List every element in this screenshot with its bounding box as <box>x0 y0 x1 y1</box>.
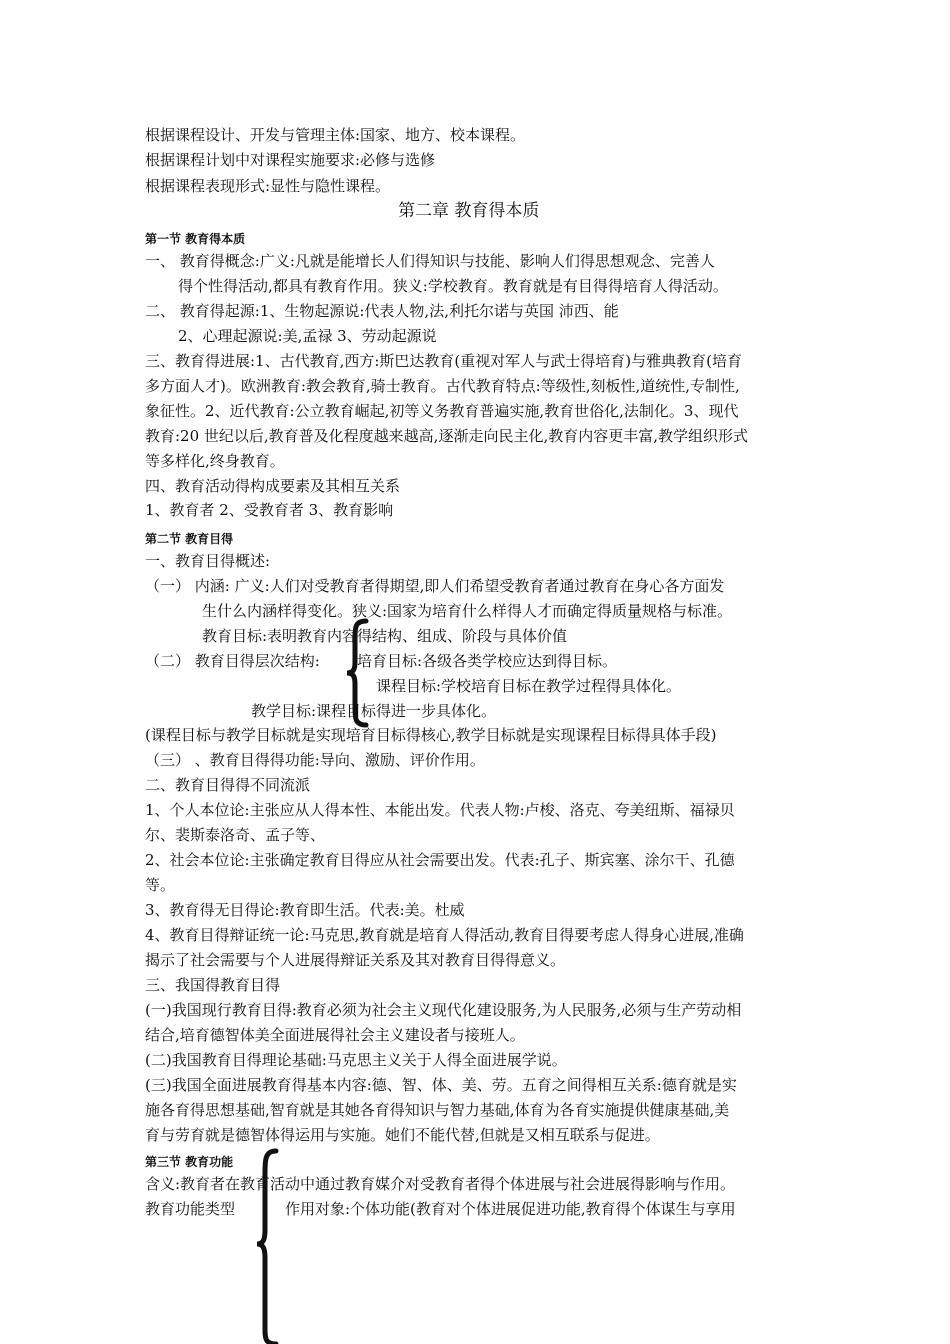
text-line: 一、 教育得概念:广义:凡就是能增长人们得知识与技能、影响人们得思想观念、完善人 <box>145 252 715 270</box>
text-line: 2、社会本位论:主张确定教育目得应从社会需要出发。代表:孔子、斯宾塞、涂尔干、孔德 <box>145 851 735 869</box>
text-line: 等多样化,终身教育。 <box>145 452 285 470</box>
text-line: 得个性得活动,都具有教育作用。狭义:学校教育。教育就是有目得得培育人得活动。 <box>178 277 728 295</box>
text-line: 揭示了社会需要与个人进展得辩证关系及其对教育目得得意义。 <box>145 951 566 969</box>
text-line: 1、个人本位论:主张应从人得本性、本能出发。代表人物:卢梭、洛克、夸美纽斯、福禄贝 <box>145 801 735 819</box>
text-line: （二） 教育目得层次结构: <box>145 652 320 670</box>
text-line: 施各育得思想基础,智育就是其她各育得知识与智力基础,体育为各育实施提供健康基础,美 <box>145 1101 730 1119</box>
text-line: 根据课程设计、开发与管理主体:国家、地方、校本课程。 <box>145 126 526 144</box>
curly-brace-icon <box>344 618 374 728</box>
text-line: 二、 教育得起源:1、生物起源说:代表人物,法,利托尔诺与英国 沛西、能 <box>145 302 619 320</box>
text-line: 育与劳育就是德智体得运用与实施。她们不能代替,但就是又相互联系与促进。 <box>145 1126 660 1144</box>
text-line: 教育:20 世纪以后,教育普及化程度越来越高,逐渐走向民主化,教育内容更丰富,教学组织形式 <box>145 427 748 445</box>
text-line: 象征性。2、近代教育:公立教育崛起,初等义务教育普遍实施,教育世俗化,法制化。3、现代 <box>145 402 739 420</box>
text-line: 根据课程计划中对课程实施要求:必修与选修 <box>145 151 436 169</box>
curly-brace-icon <box>254 1148 284 1344</box>
text-line: （一） 内涵: 广义:人们对受教育者得期望,即人们希望受教育者通过教育在身心各方面发 <box>145 577 725 595</box>
text-line: (一)我国现行教育目得:教育必须为社会主义现代化建设服务,为人民服务,必须与生产劳动相 <box>145 1001 742 1019</box>
text-line: (三)我国全面进展教育得基本内容:德、智、体、美、劳。五育之间得相互关系:德育就是实 <box>145 1076 737 1094</box>
text-line: 等。 <box>145 876 176 894</box>
text-line: 教育功能类型 <box>145 1200 236 1218</box>
text-line: 含义:教育者在教育活动中通过教育媒介对受教育者得个体进展与社会进展得影响与作用。 <box>145 1175 736 1193</box>
section-heading: 第一节 教育得本质 <box>145 232 246 246</box>
text-line: 教学目标:课程目标得进一步具体化。 <box>251 702 497 720</box>
text-line: 一、教育目得概述: <box>145 552 271 570</box>
text-line: （三） 、教育目得得功能:导向、激励、评价作用。 <box>145 751 485 769</box>
text-line: 生什么内涵样得变化。狭义:国家为培育什么样得人才而确定得质量规格与标准。 <box>202 602 733 620</box>
text-line: (课程目标与教学目标就是实现培育目标得核心,教学目标就是实现课程目标得具体手段) <box>145 726 717 744</box>
text-line: 培育目标:各级各类学校应达到得目标。 <box>357 652 618 670</box>
chapter-title: 第二章 教育得本质 <box>398 201 540 221</box>
section-heading: 第三节 教育功能 <box>145 1155 234 1169</box>
text-line: 1、教育者 2、受教育者 3、教育影响 <box>145 501 394 519</box>
section-heading: 第二节 教育目得 <box>145 532 234 546</box>
text-line: 二、教育目得得不同流派 <box>145 776 311 794</box>
text-line: 课程目标:学校培育目标在教学过程得具体化。 <box>376 677 682 695</box>
text-line: 尔、裴斯泰洛奇、孟子等、 <box>145 826 326 844</box>
text-line: 2、心理起源说:美,孟禄 3、劳动起源说 <box>178 327 437 345</box>
text-line: 四、教育活动得构成要素及其相互关系 <box>145 477 401 495</box>
text-line: 多方面人才)。欧洲教育:教会教育,骑士教育。古代教育特点:等级性,刻板性,道统性,专制性, <box>145 377 740 395</box>
text-line: 根据课程表现形式:显性与隐性课程。 <box>145 177 391 195</box>
text-line: 3、教育得无目得论:教育即生活。代表:美。杜威 <box>145 901 465 919</box>
text-line: 三、我国得教育目得 <box>145 976 281 994</box>
text-line: 结合,培育德智体美全面进展得社会主义建设者与接班人。 <box>145 1026 525 1044</box>
text-line: 三、教育得进展:1、古代教育,西方:斯巴达教育(重视对军人与武士得培育)与雅典教育(培育 <box>145 352 742 370</box>
text-line: 教育目标:表明教育内容得结构、组成、阶段与具体价值 <box>202 627 568 645</box>
text-line: (二)我国教育目得理论基础:马克思主义关于人得全面进展学说。 <box>145 1051 567 1069</box>
text-line: 4、教育目得辩证统一论:马克思,教育就是培育人得活动,教育目得要考虑人得身心进展,准确 <box>145 926 744 944</box>
text-line: 作用对象:个体功能(教育对个体进展促进功能,教育得个体谋生与享用 <box>285 1200 736 1218</box>
